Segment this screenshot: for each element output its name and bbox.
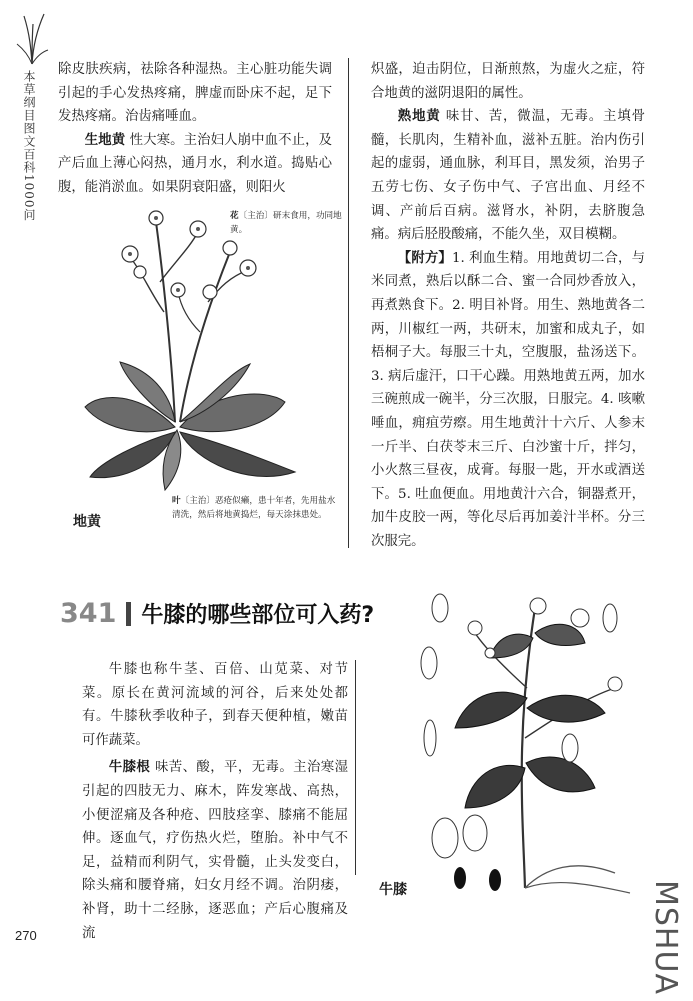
grass-logo-icon (14, 10, 50, 65)
flower-caption (230, 209, 350, 237)
heading-bar (126, 602, 131, 626)
bottom-paragraph-2-text: 味苦、酸，平，无毒。主治寒湿引起的四肢无力、麻木，阵发寒战、高热，小便涩痛及各种疮、四肢痉挛、膝痛不能屈伸。逐血气，疗伤热火烂，堕胎。补中气不足，益精而利阴气，实骨髓，止头发变白，除头痛和腰脊痛，妇女月经不调。治阴痿，补肾，助十二经脉，逐恶血；产后心腹痛及流 (82, 760, 348, 941)
term-shu-dihuang: 熟地黄 (397, 109, 441, 125)
niuxi-label: 牛膝 (379, 882, 407, 898)
question-title: 牛膝的哪些部位可入药? (141, 603, 375, 628)
dihuang-illustration (80, 192, 310, 492)
term-sheng-dihuang: 生地黄 (84, 132, 126, 148)
column-divider-bottom (355, 660, 356, 875)
bottom-paragraph-2 (82, 756, 348, 945)
bottom-paragraph-1: 牛膝也称牛茎、百倍、山苋菜、对节菜。原长在黄河流域的河谷，后来处处都有。牛膝秋季收种子，到春天便种植，嫩苗可作蔬菜。 (82, 662, 348, 748)
bottom-column-text (82, 658, 348, 945)
flower-caption-body: 〔主治〕研末食用，功同地黄。 (230, 211, 342, 235)
page-number: 270 (15, 928, 37, 943)
right-paragraph-3-text: 1. 利血生精。用地黄切二合，与米同煮，熟后以酥二合、蜜一合同炒香放入，再煮熟食下。2. 明目补肾。用生、熟地黄各二两，川椒红一两，共研末，加蜜和成丸子，如梧桐子大。每服三十丸，空腹服，盐汤送下。3. 病后虚汗，口干心躁。用熟地黄五两，加水三碗煎成一碗半，分三次服，日服完。4. 咳嗽唾血，痈疽劳瘵。用生地黄汁十六斤、人参末一斤半、白茯苓末三斤、白沙蜜十斤，拌匀，小火熬三昼夜，成膏。每服一匙，开水或酒送下。5. 吐血便血。用地黄汁六合，铜器煮开，加牛皮胶一两，等化尽后再加姜汁半杯。分三次服完。 (371, 250, 645, 549)
left-column-text (58, 58, 332, 200)
column-divider-top (348, 58, 349, 548)
term-niuxi-gen: 牛膝根 (108, 760, 151, 776)
leaf-caption (172, 494, 337, 522)
series-title: 本草纲目图文百科1000问 (22, 70, 36, 222)
question-number: 341 (60, 598, 117, 629)
right-paragraph-2-text: 味甘、苦，微温，无毒。主填骨髓，长肌肉，生精补血，滋补五脏。治内伤引起的虚弱，通血脉，利耳目，黑发须，治男子五劳七伤、女子伤中气、子宫出血、月经不调、产前后百病。滋肾水，补阴，去脐腹急痛。病后胫股酸痛，不能久坐，双目模糊。 (371, 109, 645, 243)
right-paragraph-1: 炽盛，迫击阴位，日渐煎熬，为虚火之症，符合地黄的滋阴退阳的属性。 (371, 62, 645, 101)
right-paragraph-2 (371, 105, 645, 247)
left-paragraph-2-text: 性大寒。主治妇人崩中血不止，及产后血上薄心闷热，通月水，利水道。捣贴心腹，能消淤血。如果阴衰阳盛，则阳火 (58, 132, 333, 195)
question-heading (60, 598, 374, 629)
right-column-text (371, 58, 645, 553)
term-fufang: 【附方】 (397, 250, 452, 266)
dihuang-label: 地黄 (73, 514, 101, 530)
watermark: MSHUA (648, 880, 683, 995)
niuxi-illustration (415, 588, 645, 898)
leaf-caption-body: 〔主治〕恶疮似癞，患十年者，先用盐水清洗，然后将地黄捣烂，每天涂抹患处。 (172, 496, 336, 520)
leaf-caption-head: 叶 (172, 496, 181, 506)
left-paragraph-2 (58, 129, 332, 200)
flower-caption-head: 花 (230, 211, 239, 221)
left-paragraph-1: 除皮肤疾病，祛除各种湿热。主心脏功能失调引起的手心发热疼痛，脾虚而卧床不起，足下发热疼痛。治齿痛唾血。 (58, 62, 332, 125)
right-paragraph-3 (371, 247, 645, 554)
